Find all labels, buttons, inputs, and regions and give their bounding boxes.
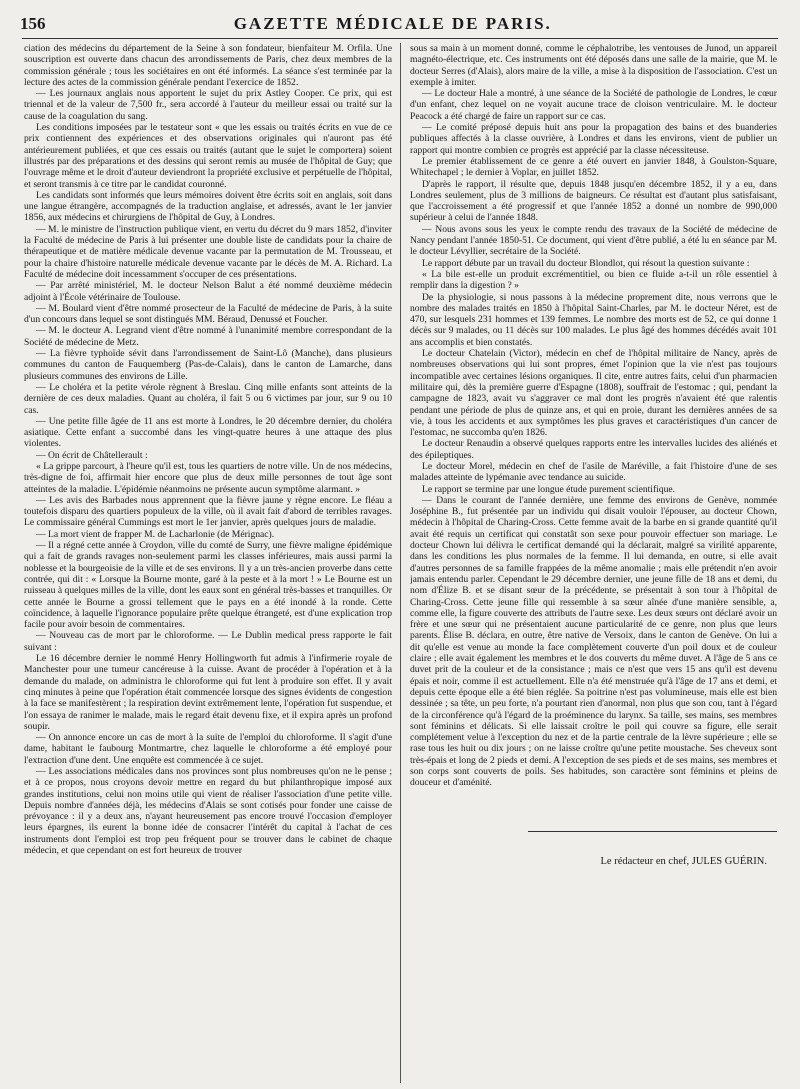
- paragraph: Les conditions imposées par le testateur sont « que les essais ou traités écrits en vue de ce prix contiennent des expériences et des observations originales qui n'auront pas été antérieurement publiées, et que ces essais ou traités (autant que le sujet le comportera) soient illustrés par des préparations et des dessins qui seront remis au musée de l'hôpital de Guy; que l'ouvrage même et le droit d'auteur deviendront la propriété exclusive et perpétuelle de l'hôpital, et seront transmis à ce titre par le candidat couronné.: [24, 122, 392, 190]
- paragraph: — Par arrêté ministériel, M. le docteur Nelson Balut a été nommé deuxième médecin adjoint à l'École vétérinaire de Toulouse.: [24, 280, 392, 303]
- paragraph: Le premier établissement de ce genre a été ouvert en janvier 1848, à Goulston-Square, Whitechapel ; le dernier à Voplar, en juillet 1852.: [410, 155, 777, 179]
- paragraph: Le docteur Renaudin a observé quelques rapports entre les intervalles lucides des aliénés et des épileptiques.: [410, 438, 777, 461]
- page-header: [20, 10, 780, 38]
- masthead-title: GAZETTE MÉDICALE DE PARIS.: [233, 14, 552, 33]
- paragraph: De la physiologie, si nous passons à la médecine proprement dite, nous verrons que le nombre des malades traités en 1850 à l'hôpital Saint-Charles, par M. le docteur Néret, est de 470, sur lesquels 231 hommes et 139 femmes. Le nombre des morts est de 52, ce qui donne 1 décès sur 9 malades, ou 11 décès sur 100 malades. Le plus âgé des hommes décédés avait 101 ans accomplis et bien constatés.: [410, 291, 777, 348]
- paragraph: Le 16 décembre dernier le nommé Henry Hollingworth fut admis à l'infirmerie royale de Manchester pour une tumeur cancéreuse à la cuisse. Avant de procéder à l'opération et à la demande du malade, on administra le chloroforme qui fut lent à produire son effet. Il y avait cinq minutes à peine que l'opération était commencée lorsque des signes évidents de congestion à la face se manifestèrent ; la respiration devint extrêmement lente, l'opération fut suspendue, et l'on essaya de ranimer le malade, mais le regard était devenu fixe, et il expira après un profond soupir.: [24, 653, 392, 732]
- editor-signature: Le rédacteur en chef, JULES GUÉRIN.: [600, 855, 767, 867]
- right-column: [410, 43, 777, 1083]
- paragraph: « La grippe parcourt, à l'heure qu'il est, tous les quartiers de notre ville. Un de nos médecins, très-digne de foi, affirmait hier encore que plus de deux mille personnes de tout âge sont atteintes de la maladie. L'épidémie néanmoins ne présente aucun symptôme alarmant. »: [24, 460, 392, 495]
- paragraph: — Le comité préposé depuis huit ans pour la propagation des bains et des buanderies publiques affectés à la classe ouvrière, à Londres et dans les environs, vient de publier un rapport qui montre combien ce progrès est apprécié par la classe nécessiteuse.: [410, 122, 777, 156]
- left-column: [24, 43, 392, 1083]
- paragraph: Le rapport se termine par une longue étude purement scientifique.: [422, 483, 676, 495]
- paragraph: — On annonce encore un cas de mort à la suite de l'emploi du chloroforme. Il s'agit d'une dame, habitant le faubourg Montmartre, chez laquelle le chloroforme a été employé pour l'extraction d'une dent. Une enquête est commencée à ce sujet.: [24, 732, 392, 766]
- paragraph: sous sa main à un moment donné, comme le céphalotribe, les ventouses de Junod, un appareil magnéto-électrique, etc. Ces instruments ont été déposés dans une salle de la mairie, que M. le docteur Serres (d'Alais), alors maire de la ville, a mise à la disposition de l'association. C'est un exemple à imiter.: [410, 43, 777, 88]
- paragraph: — On écrit de Châtellerault :: [36, 449, 148, 461]
- paragraph: — Les journaux anglais nous apportent le sujet du prix Astley Cooper. Ce prix, qui est triennal et de la valeur de 7,500 fr., sera accordé à l'auteur du meilleur essai ou traité sur la cause de la coagulation du sang.: [24, 88, 392, 122]
- paragraph: — M. le docteur A. Legrand vient d'être nommé à l'unanimité membre correspondant de la Société de médecine de Metz.: [24, 325, 392, 348]
- page-number: 156: [20, 14, 46, 33]
- paragraph: — Dans le courant de l'année dernière, une femme des environs de Genève, nommée Joséphine B., fut présentée par un individu qui disait vouloir l'épouser, au docteur Chown, médecin à l'hôpital de Charing-Cross. Cette femme avait de la barbe en si grande quantité qu'il avait été requis un certificat qui constatât son sexe pour pouvoir effectuer son mariage. Le docteur Chown lui délivra le certificat demandé qui la déclarait, malgré sa virilité apparente, dans les conditions les plus normales de la femme. Il lui demanda, en outre, si elle avait d'autres personnes de sa famille frappées de la même anomalie ; mais elle prétendit n'en avoir jamais entendu parler. Cependant le 29 décembre dernier, une jeune fille de 18 ans et demi, du nom d'Élize B. et se disant sœur de la précédente, se présentait à son tour à l'hôpital de Charing-Cross. Cette jeune fille qui ressemble à sa sœur aînée d'une manière sensible, a, comme elle, la figure couverte des attributs de l'autre sexe. Les deux sœurs ont déclaré avoir un frère et une sœur qui ne présentaient aucune particularité de ce genre, non plus que leurs parents. Élise B. déclara, en outre, être native de Versoix, dans le canton de Genève. On lui a dit qu'elle est venue au monde la face complètement couverte d'un poil doux et de couleur claire ; elle avait également les membres et le dos couverts du même duvet. A l'âge de 5 ans ce duvet prit de la couleur et de la consistance ; mais ce n'est que vers 15 ans qu'il est devenu épais et noir, comme il est actuellement. Elle n'a été menstruée qu'à l'âge de 17 ans et demi, et depuis cette époque elle a été bien réglée. Sa poitrine n'est pas volumineuse, mais elle est bien dessinée ; sa tête, un peu forte, n'a pourtant rien d'anormal, non plus que son cou, tant à l'égard de la circonférence qu'à l'égard de la proéminence du larynx. Sa taille, ses mains, ses membres sont féminins et délicats. Si elle laissait croître le poil qui couvre sa figure, elle serait complétement velue à l'exception du nez et de la partie centrale de la lèvre supérieure ; elle se rase tous les huit ou dix jours ; on ne laisse croître qu'une petite moustache. Ses cheveux sont très-épais et long de 2 pieds et demi. A l'exception de ses pieds et de ses mains, ses membres et son corps sont couverts de poils. Ses habitudes, son caractère sont féminins et pleins de douceur et d'aménité.: [410, 494, 777, 789]
- paragraph: ciation des médecins du département de la Seine à son fondateur, bienfaiteur M. Orfila. Une souscription est ouverte dans chacun des arrondissements de Paris, chez deux membres de la commission générale ; tous les sociétaires en ont été informés. La séance s'est terminée par la lecture des actes de la commission générale pendant l'exercice de 1852.: [24, 43, 392, 88]
- paragraph: « La bile est-elle un produit excrémentitiel, ou bien ce fluide a-t-il un rôle essentiel à remplir dans la digestion ? »: [410, 268, 777, 292]
- paragraph: D'après le rapport, il résulte que, depuis 1848 jusqu'en décembre 1852, il y a eu, dans Londres seulement, plus de 3 millions de baigneurs. Ce résultat est d'autant plus satisfaisant, que l'accroissement a été progressif et que l'année 1852 a donné un nombre de 990,000 supérieur à celui de l'année 1848.: [410, 178, 777, 224]
- paragraph: Le docteur Morel, médecin en chef de l'asile de Maréville, a fait l'histoire d'une de ses malades atteinte de lypémanie avec tendance au suicide.: [410, 460, 777, 484]
- paragraph: — M. le ministre de l'instruction publique vient, en vertu du décret du 9 mars 1852, d'inviter la Faculté de médecine de Paris à lui présenter une double liste de candidats pour la chaire de thérapeutique et de matière médicale devenue vacante par la permutation de M. Trousseau, et pour la chaire d'histoire naturelle médicale devenue vacante par le décès de M. A. Richard. La Faculté de médecine doit incessamment s'occuper de ces présentations.: [24, 223, 392, 280]
- paragraph: — Il a régné cette année à Croydon, ville du comté de Surry, une fièvre maligne épidémique qui a fait de grands ravages non-seulement parmi les classes inférieures, mais aussi parmi la noblesse et la bourgeoisie de la ville et de ses environs. Il y a un très-ancien proverbe dans cette contrée, qui dit : « Lorsque la Bourne monte, garé à la peste et à la mort ! » Le Bourne est un ruisseau à quelques milles de la ville, dont les eaux sont en général très-basses et tranquilles. Or cette année le Bourne a grossi tellement que le pays en a été inondé à la ronde. Cette coïncidence, à laquelle l'ignorance populaire prête quelque étrangeté, est d'une explication trop facile pour avoir besoin de commentaires.: [24, 540, 392, 631]
- paragraph: — La mort vient de frapper M. de Lacharlonie (de Mérignac).: [36, 528, 275, 540]
- paragraph: — Les associations médicales dans nos provinces sont plus nombreuses qu'on ne le pense ; et à ce propos, nous croyons devoir mettre en regard du but philanthropique imposé aux grandes institutions, celui non moins utile qui vient de réaliser l'association d'une petite ville. Depuis nombre d'années déjà, les médecins d'Alais se sont cotisés pour fonder une caisse de prévoyance : il y a deux ans, n'ayant heureusement pas encore trouvé l'occasion d'employer leurs épargnes, ils eurent la bonne idée de consacrer l'intérêt du capital à l'achat de ces instruments dont l'emploi est trop peu fréquent pour se trouver dans le cabinet de chaque médecin, et que cependant on est fort heureux de trouver: [24, 766, 392, 857]
- paragraph: — Nous avons sous les yeux le compte rendu des travaux de la Société de médecine de Nancy pendant l'année 1850-51. Ce document, qui vient d'être publié, a été lu en séance par M. le docteur Lévyllier, secrétaire de la Société.: [410, 223, 777, 258]
- paragraph: Les candidats sont informés que leurs mémoires doivent être écrits soit en anglais, soit dans une langue étrangère, accompagnés de la traduction anglaise, et adressés, avant le 1er janvier 1856, aux médecins et chirurgiens de l'hôpital de Guy, à Londres.: [24, 189, 392, 224]
- paragraph: — Nouveau cas de mort par le chloroforme. — Le Dublin medical press rapporte le fait suivant :: [24, 630, 392, 653]
- paragraph: — Une petite fille âgée de 11 ans est morte à Londres, le 20 décembre dernier, du choléra asiatique. Cette enfant a succombé dans les vingt-quatre heures à une attaque des plus violentes.: [24, 415, 392, 450]
- signature-rule: [528, 831, 777, 832]
- paragraph: — La fièvre typhoïde sévit dans l'arrondissement de Saint-Lô (Manche), dans plusieurs communes du canton de Fauquemberg (Pas-de-Calais), dans le canton de Lamarche, dans plusieurs communes des environs de Lille.: [24, 348, 392, 382]
- paragraph: Le rapport débute par un travail du docteur Blondlot, qui résout la question suivante :: [422, 257, 750, 269]
- paragraph: — M. Boulard vient d'être nommé prosecteur de la Faculté de médecine de Paris, à la suite d'un concours dans lequel se sont distingués MM. Béraud, Denussé et Foucher.: [24, 302, 392, 326]
- paragraph: — Les avis des Barbades nous apprennent que la fièvre jaune y règne encore. Le fléau a toutefois disparu des quartiers populeux de la ville, où il avait fait d'abord de terribles ravages. Le commissaire général Cummings est mort le 1er janvier, après quelques jours de maladie.: [24, 494, 392, 529]
- paragraph: Le docteur Chatelain (Victor), médecin en chef de l'hôpital militaire de Nancy, après de nombreuses observations qui lui sont propres, émet l'opinion que la vie n'est pas toujours incompatible avec certaines lésions organiques. Il cite, entre autres faits, celui d'un pharmacien militaire qui, dès la première guerre d'Espagne (1808), souffrait de l'estomac ; qui, pendant la campagne de 1823, avait vu s'aggraver ce mal dont les progrès n'avaient été que ralentis pendant une période de plus de quinze ans, et qui en proie, durant les dernières années de sa vie, à tous les accidents et aux symptômes les plus graves et caractéristiques d'un cancer de l'estomac, ne succomba qu'en 1826.: [410, 348, 777, 439]
- right-paragraphs: [410, 43, 777, 789]
- paragraph: — Le choléra et la petite vérole règnent à Breslau. Cinq mille enfants sont atteints de la dernière de ces deux maladies. Quant au choléra, il fait 5 ou 6 victimes par jour, sur 9 ou 10 cas.: [24, 381, 392, 416]
- header-rule: [22, 38, 778, 39]
- column-divider: [400, 43, 401, 1083]
- paragraph: — Le docteur Hale a montré, à une séance de la Société de pathologie de Londres, le cœur d'un enfant, chez lequel on ne voyait aucune trace de cloison ventriculaire. M. le docteur Peacock a été chargé de faire un rapport sur ce cas.: [410, 88, 777, 122]
